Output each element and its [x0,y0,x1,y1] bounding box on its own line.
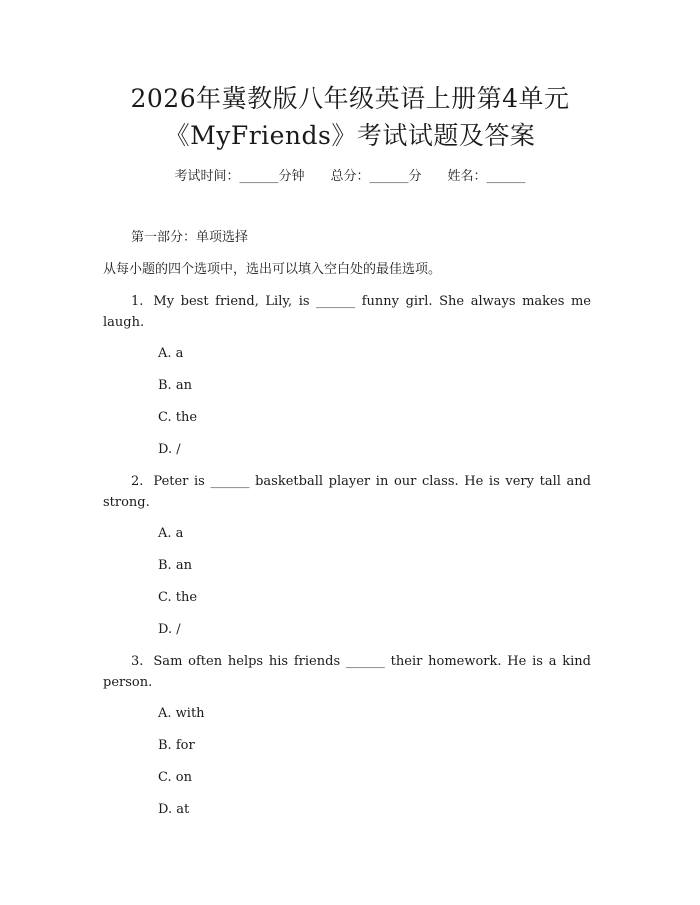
question-text: My best friend, Lily, is ______ funny girl. She always makes me laugh. [103,294,591,330]
option-3c: C. on [158,770,192,785]
option-3a: A. with [158,706,205,721]
student-name-field: 姓名：______ [447,169,526,184]
option-3d: D. at [158,802,190,817]
question-2 [103,471,591,513]
option-2c: C. the [158,590,198,605]
option-2a: A. a [158,526,184,541]
exam-info-row [0,168,700,186]
question-number: 1. [131,294,144,309]
option-3b: B. for [158,738,195,753]
option-1c: C. the [158,410,198,425]
exam-title-line-2: 《MyFriends》考试试题及答案 [164,121,536,150]
question-1 [103,291,591,333]
exam-time-field: 考试时间：______分钟 [174,169,305,184]
option-1b: B. an [158,378,192,393]
question-text: Peter is ______ basketball player in our class. He is very tall and strong. [103,474,591,510]
total-score-field: 总分：______分 [330,169,422,184]
section-title: 第一部分：单项选择 [131,230,249,245]
option-2d: D. / [158,622,181,637]
question-text: Sam often helps his friends ______ their homework. He is a kind person. [103,654,591,690]
option-1a: A. a [158,346,184,361]
option-1d: D. / [158,442,181,457]
question-number: 3. [131,654,144,669]
exam-title-line-1: 2026年冀教版八年级英语上册第4单元 [130,84,570,113]
option-2b: B. an [158,558,192,573]
section-instruction: 从每小题的四个选项中，选出可以填入空白处的最佳选项。 [103,262,442,277]
question-number: 2. [131,474,144,489]
question-3 [103,651,591,693]
